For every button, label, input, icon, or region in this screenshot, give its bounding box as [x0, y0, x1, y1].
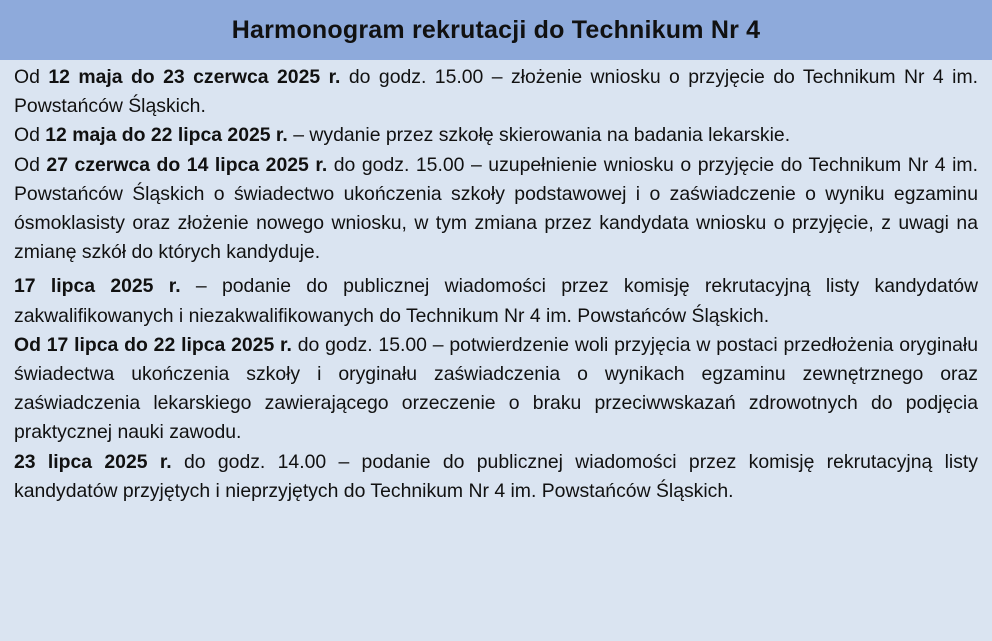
schedule-entry-3	[14, 151, 978, 268]
schedule-entry-1	[14, 63, 978, 121]
entry-date: 27 czerwca do 14 lipca 2025 r.	[46, 153, 328, 176]
entry-date: 17 lipca 2025 r.	[14, 275, 181, 298]
entry-text: – wydanie przez szkołę skierowania na badania lekarskie.	[287, 124, 791, 147]
entry-text: do godz. 15.00 – uzupełnienie wniosku o przyjęcie do Technikum Nr 4 im. Powstańców Śląskich o świadectwo ukończenia szkoły podstawowej i o zaświadczenie o wyniku egzaminu ósmoklasisty oraz złożenie nowego wniosku, w tym zmiana przez kandydata wniosku o przyjęcie, z uwagi na zmianę szkół do których kandyduje.	[14, 153, 978, 264]
schedule-entry-2	[14, 121, 978, 150]
entry-text: do godz. 14.00 – podanie do publicznej wiadomości przez komisję rekrutacyjną listy kandydatów przyjętych i nieprzyjętych do Technikum Nr 4 im. Powstańców Śląskich.	[14, 450, 978, 502]
schedule-body	[14, 63, 978, 506]
entry-text: do godz. 15.00 – potwierdzenie woli przyjęcia w postaci przedłożenia oryginału świadectwa ukończenia szkoły i oryginału zaświadczenia o wynikach egzaminu zewnętrznego oraz zaświadczenia lekarskiego zawierającego orzeczenie o braku przeciwwskazań zdrowotnych do podjęcia praktycznej nauki zawodu.	[14, 333, 978, 444]
schedule-entry-6	[14, 448, 978, 506]
title-banner	[0, 0, 992, 60]
schedule-entry-5	[14, 331, 978, 448]
entry-prefix: Od	[14, 153, 47, 176]
schedule-entry-4	[14, 272, 978, 330]
entry-date: 12 maja do 22 lipca 2025 r.	[45, 124, 288, 147]
entry-prefix: Od	[14, 124, 46, 147]
entry-prefix: Od	[14, 66, 49, 88]
entry-text: – podanie do publicznej wiadomości przez komisję rekrutacyjną listy kandydatów zakwalifikowanych i niezakwalifikowanych do Technikum Nr 4 im. Powstańców Śląskich.	[14, 275, 978, 327]
entry-text: do godz. 15.00 – złożenie wniosku o przyjęcie do Technikum Nr 4 im. Powstańców Śląskich.	[14, 66, 978, 118]
entry-date: 23 lipca 2025 r.	[14, 450, 172, 473]
entry-date: Od 17 lipca do 22 lipca 2025 r.	[14, 333, 292, 356]
page-title: Harmonogram rekrutacji do Technikum Nr 4	[231, 15, 761, 44]
entry-date: 12 maja do 23 czerwca 2025 r.	[48, 66, 341, 88]
